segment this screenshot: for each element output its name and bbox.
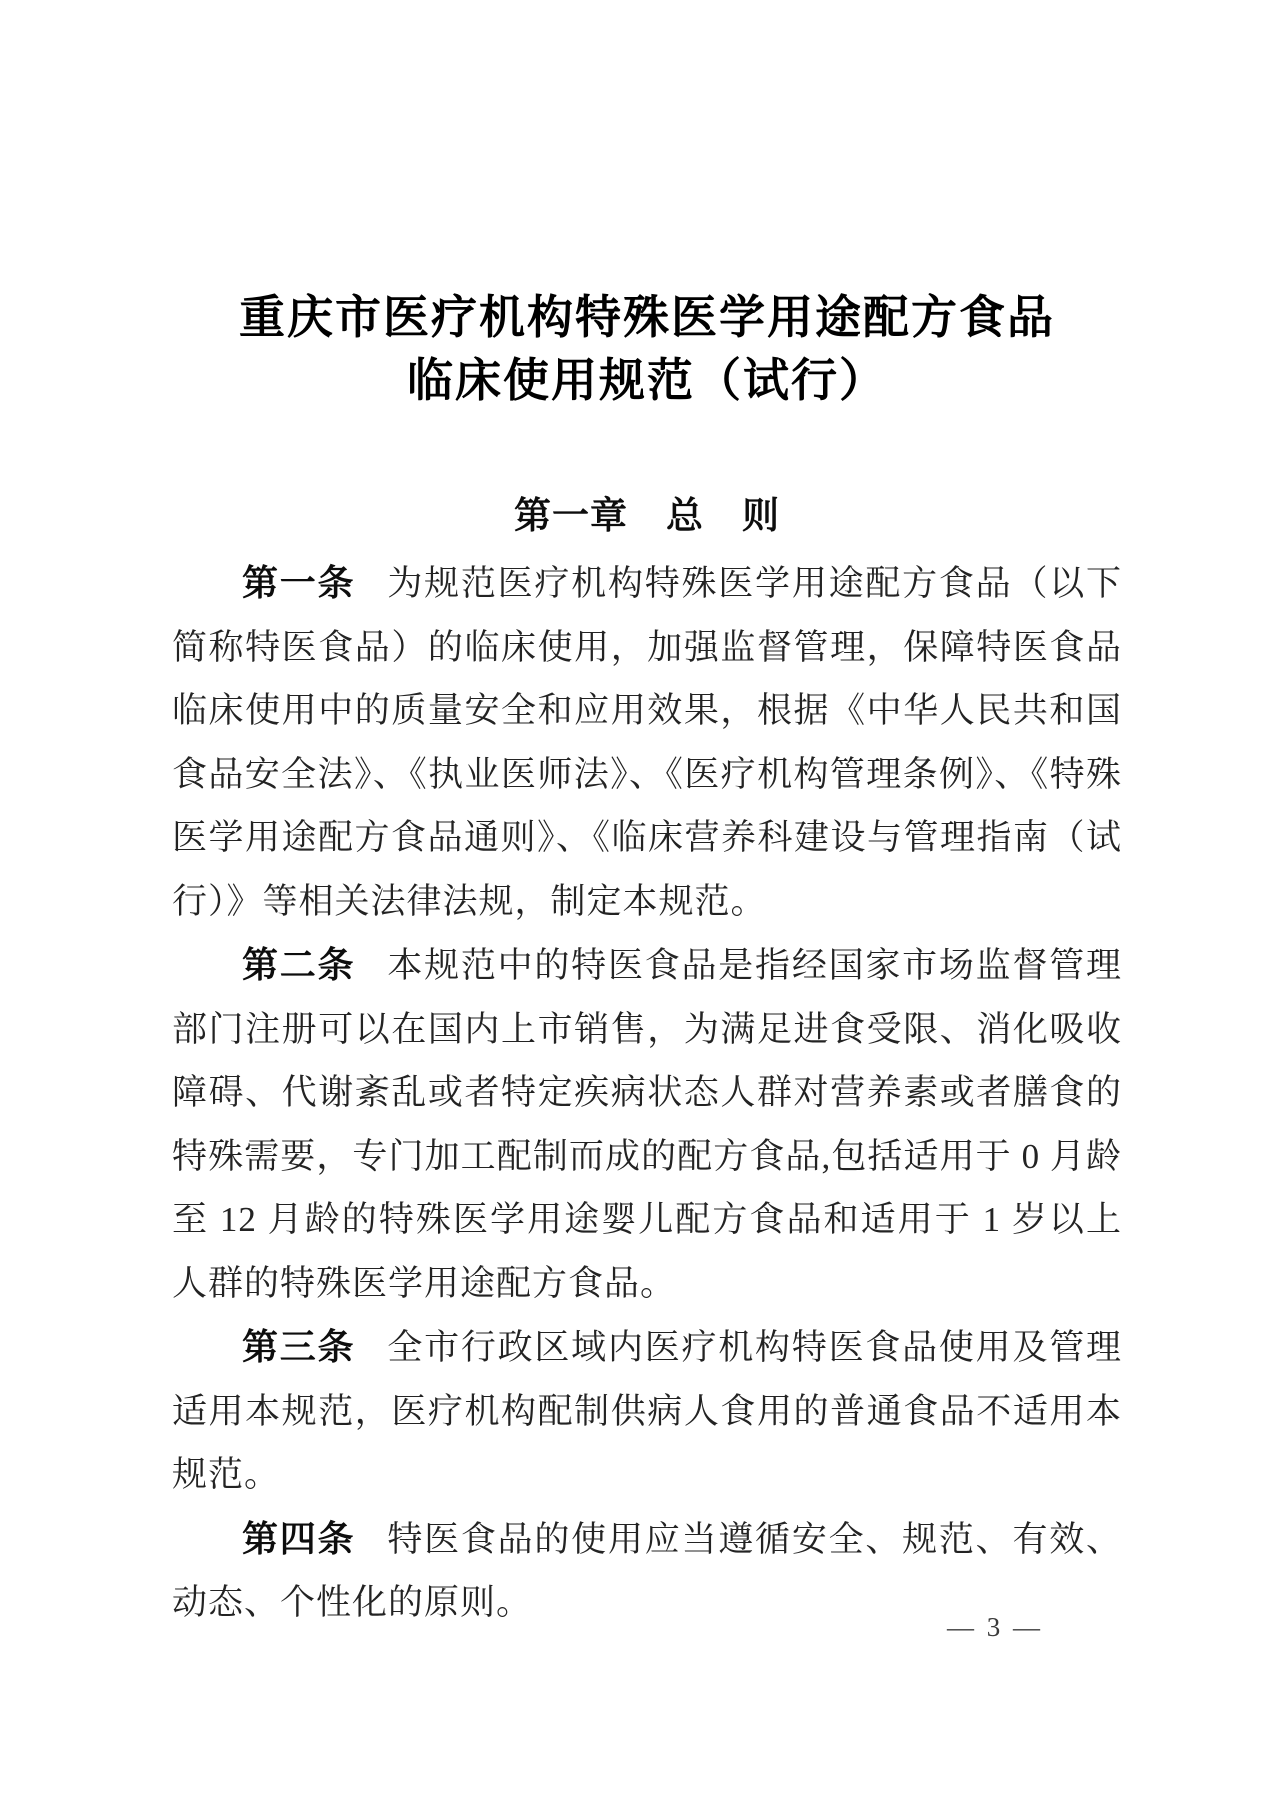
document-title-line-2: 临床使用规范（试行） bbox=[407, 355, 887, 406]
article-paragraph-2 bbox=[172, 933, 1122, 1315]
article-text-4: 特医食品的使用应当遵循安全、规范、有效、动态、个性化的原则。 bbox=[172, 1519, 1122, 1622]
article-text-2: 本规范中的特医食品是指经国家市场监督管理部门注册可以在国内上市销售，为满足进食受限、消化吸收障碍、代谢紊乱或者特定疾病状态人群对营养素或者膳食的特殊需要，专门加工配制而成的配方食品,包括适用于 0 月龄至 12 月龄的特殊医学用途婴儿配方食品和适用于 1 岁以上人群的特殊医学用途配方食品。 bbox=[172, 946, 1122, 1303]
article-paragraph-3 bbox=[172, 1315, 1122, 1507]
page-number: — 3 — bbox=[947, 1612, 1043, 1642]
article-text-1: 为规范医疗机构特殊医学用途配方食品（以下简称特医食品）的临床使用，加强监督管理，保障特医食品临床使用中的质量安全和应用效果，根据《中华人民共和国食品安全法》、《执业医师法》、《医疗机构管理条例》、《特殊医学用途配方食品通则》、《临床营养科建设与管理指南（试行）》等相关法律法规，制定本规范。 bbox=[172, 564, 1122, 921]
article-text-3: 全市行政区域内医疗机构特医食品使用及管理适用本规范，医疗机构配制供病人食用的普通食品不适用本规范。 bbox=[172, 1328, 1122, 1494]
document-content bbox=[172, 286, 1122, 1635]
document-body bbox=[172, 551, 1122, 1635]
article-number-1: 第一条 bbox=[242, 562, 356, 603]
article-paragraph-1 bbox=[172, 551, 1122, 933]
article-number-2: 第二条 bbox=[242, 944, 356, 985]
article-number-4: 第四条 bbox=[242, 1517, 356, 1559]
document-title bbox=[172, 286, 1122, 412]
chapter-heading: 第一章 总 则 bbox=[514, 495, 780, 536]
document-title-line-1: 重庆市医疗机构特殊医学用途配方食品 bbox=[239, 292, 1055, 343]
article-number-3: 第三条 bbox=[242, 1326, 356, 1367]
